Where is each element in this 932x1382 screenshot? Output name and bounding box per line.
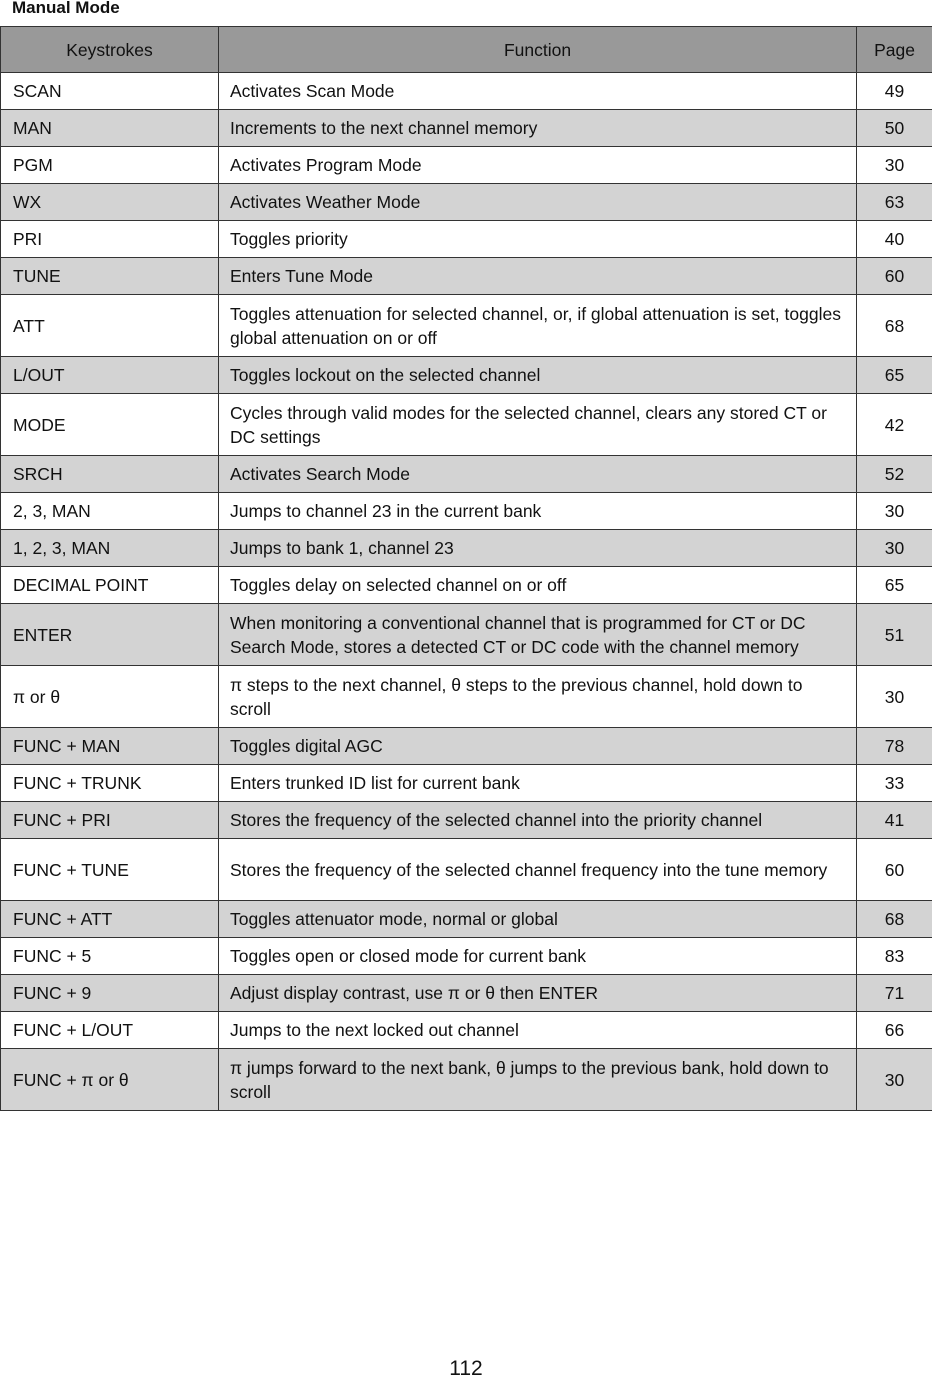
keystroke-cell: 1, 2, 3, MAN bbox=[1, 530, 219, 567]
page-cell: 78 bbox=[857, 728, 932, 765]
page-cell: 52 bbox=[857, 456, 932, 493]
function-cell: Activates Program Mode bbox=[219, 147, 857, 184]
keystroke-cell: SCAN bbox=[1, 73, 219, 110]
function-cell: Jumps to channel 23 in the current bank bbox=[219, 493, 857, 530]
page-cell: 30 bbox=[857, 530, 932, 567]
page-cell: 65 bbox=[857, 567, 932, 604]
header-keystrokes: Keystrokes bbox=[1, 27, 219, 73]
keystroke-cell: PGM bbox=[1, 147, 219, 184]
table-row bbox=[1, 530, 932, 567]
keystroke-cell: FUNC + TUNE bbox=[1, 839, 219, 901]
table-row bbox=[1, 221, 932, 258]
table-row bbox=[1, 258, 932, 295]
keystroke-cell: FUNC + L/OUT bbox=[1, 1012, 219, 1049]
section-title: Manual Mode bbox=[12, 0, 120, 18]
function-cell: Adjust display contrast, use π or θ then ENTER bbox=[219, 975, 857, 1012]
keystroke-cell: ATT bbox=[1, 295, 219, 357]
page-cell: 30 bbox=[857, 493, 932, 530]
function-cell: π jumps forward to the next bank, θ jumps to the previous bank, hold down to scroll bbox=[219, 1049, 857, 1111]
function-cell: π steps to the next channel, θ steps to the previous channel, hold down to scroll bbox=[219, 666, 857, 728]
keystroke-cell: MODE bbox=[1, 394, 219, 456]
page-cell: 71 bbox=[857, 975, 932, 1012]
function-cell: Cycles through valid modes for the selected channel, clears any stored CT or DC settings bbox=[219, 394, 857, 456]
page-cell: 63 bbox=[857, 184, 932, 221]
keystroke-cell: FUNC + MAN bbox=[1, 728, 219, 765]
page-cell: 50 bbox=[857, 110, 932, 147]
table-row bbox=[1, 493, 932, 530]
page-number: 112 bbox=[0, 1356, 932, 1382]
table-row bbox=[1, 110, 932, 147]
keystroke-cell: π or θ bbox=[1, 666, 219, 728]
function-cell: Increments to the next channel memory bbox=[219, 110, 857, 147]
keystroke-cell: SRCH bbox=[1, 456, 219, 493]
table-row bbox=[1, 184, 932, 221]
keystroke-cell: FUNC + 9 bbox=[1, 975, 219, 1012]
table-row bbox=[1, 975, 932, 1012]
page-cell: 51 bbox=[857, 604, 932, 666]
table-row bbox=[1, 1012, 932, 1049]
keystroke-cell: FUNC + 5 bbox=[1, 938, 219, 975]
page-cell: 83 bbox=[857, 938, 932, 975]
page-cell: 68 bbox=[857, 295, 932, 357]
page-cell: 40 bbox=[857, 221, 932, 258]
table-row bbox=[1, 604, 932, 666]
function-cell: Toggles open or closed mode for current bank bbox=[219, 938, 857, 975]
function-cell: Enters Tune Mode bbox=[219, 258, 857, 295]
table-row bbox=[1, 728, 932, 765]
table-row bbox=[1, 394, 932, 456]
function-cell: Toggles digital AGC bbox=[219, 728, 857, 765]
page-cell: 30 bbox=[857, 666, 932, 728]
function-cell: Enters trunked ID list for current bank bbox=[219, 765, 857, 802]
keystroke-cell: FUNC + π or θ bbox=[1, 1049, 219, 1111]
table-row bbox=[1, 567, 932, 604]
function-cell: Stores the frequency of the selected channel frequency into the tune memory bbox=[219, 839, 857, 901]
keystroke-cell: TUNE bbox=[1, 258, 219, 295]
page-cell: 65 bbox=[857, 357, 932, 394]
table-row bbox=[1, 901, 932, 938]
table-row bbox=[1, 295, 932, 357]
keystroke-cell: ENTER bbox=[1, 604, 219, 666]
page-cell: 60 bbox=[857, 839, 932, 901]
function-cell: Stores the frequency of the selected channel into the priority channel bbox=[219, 802, 857, 839]
function-cell: Toggles priority bbox=[219, 221, 857, 258]
keystroke-cell: DECIMAL POINT bbox=[1, 567, 219, 604]
table-row bbox=[1, 839, 932, 901]
function-cell: Activates Weather Mode bbox=[219, 184, 857, 221]
page-cell: 30 bbox=[857, 147, 932, 184]
table-row bbox=[1, 666, 932, 728]
keystroke-cell: WX bbox=[1, 184, 219, 221]
keystroke-cell: MAN bbox=[1, 110, 219, 147]
page-cell: 33 bbox=[857, 765, 932, 802]
function-cell: Activates Scan Mode bbox=[219, 73, 857, 110]
function-cell: Jumps to bank 1, channel 23 bbox=[219, 530, 857, 567]
keystroke-cell: FUNC + PRI bbox=[1, 802, 219, 839]
table-row bbox=[1, 938, 932, 975]
function-cell: Toggles delay on selected channel on or off bbox=[219, 567, 857, 604]
table-row bbox=[1, 802, 932, 839]
table-row bbox=[1, 357, 932, 394]
table-row bbox=[1, 147, 932, 184]
keystroke-cell: 2, 3, MAN bbox=[1, 493, 219, 530]
page-cell: 42 bbox=[857, 394, 932, 456]
keystroke-cell: PRI bbox=[1, 221, 219, 258]
function-cell: Activates Search Mode bbox=[219, 456, 857, 493]
header-function: Function bbox=[219, 27, 857, 73]
function-cell: Jumps to the next locked out channel bbox=[219, 1012, 857, 1049]
keystroke-table bbox=[0, 26, 932, 1111]
header-page: Page bbox=[857, 27, 932, 73]
function-cell: Toggles attenuator mode, normal or global bbox=[219, 901, 857, 938]
page-cell: 49 bbox=[857, 73, 932, 110]
keystroke-cell: FUNC + ATT bbox=[1, 901, 219, 938]
table-row bbox=[1, 73, 932, 110]
function-cell: Toggles lockout on the selected channel bbox=[219, 357, 857, 394]
page-cell: 68 bbox=[857, 901, 932, 938]
keystroke-cell: FUNC + TRUNK bbox=[1, 765, 219, 802]
table-row bbox=[1, 765, 932, 802]
function-cell: Toggles attenuation for selected channel, or, if global attenuation is set, toggles global attenuation on or off bbox=[219, 295, 857, 357]
page-cell: 60 bbox=[857, 258, 932, 295]
function-cell: When monitoring a conventional channel that is programmed for CT or DC Search Mode, stores a detected CT or DC code with the channel memory bbox=[219, 604, 857, 666]
page-cell: 30 bbox=[857, 1049, 932, 1111]
table-header-row bbox=[1, 27, 932, 73]
table-row bbox=[1, 456, 932, 493]
table-row bbox=[1, 1049, 932, 1111]
page-cell: 66 bbox=[857, 1012, 932, 1049]
page-cell: 41 bbox=[857, 802, 932, 839]
keystroke-cell: L/OUT bbox=[1, 357, 219, 394]
